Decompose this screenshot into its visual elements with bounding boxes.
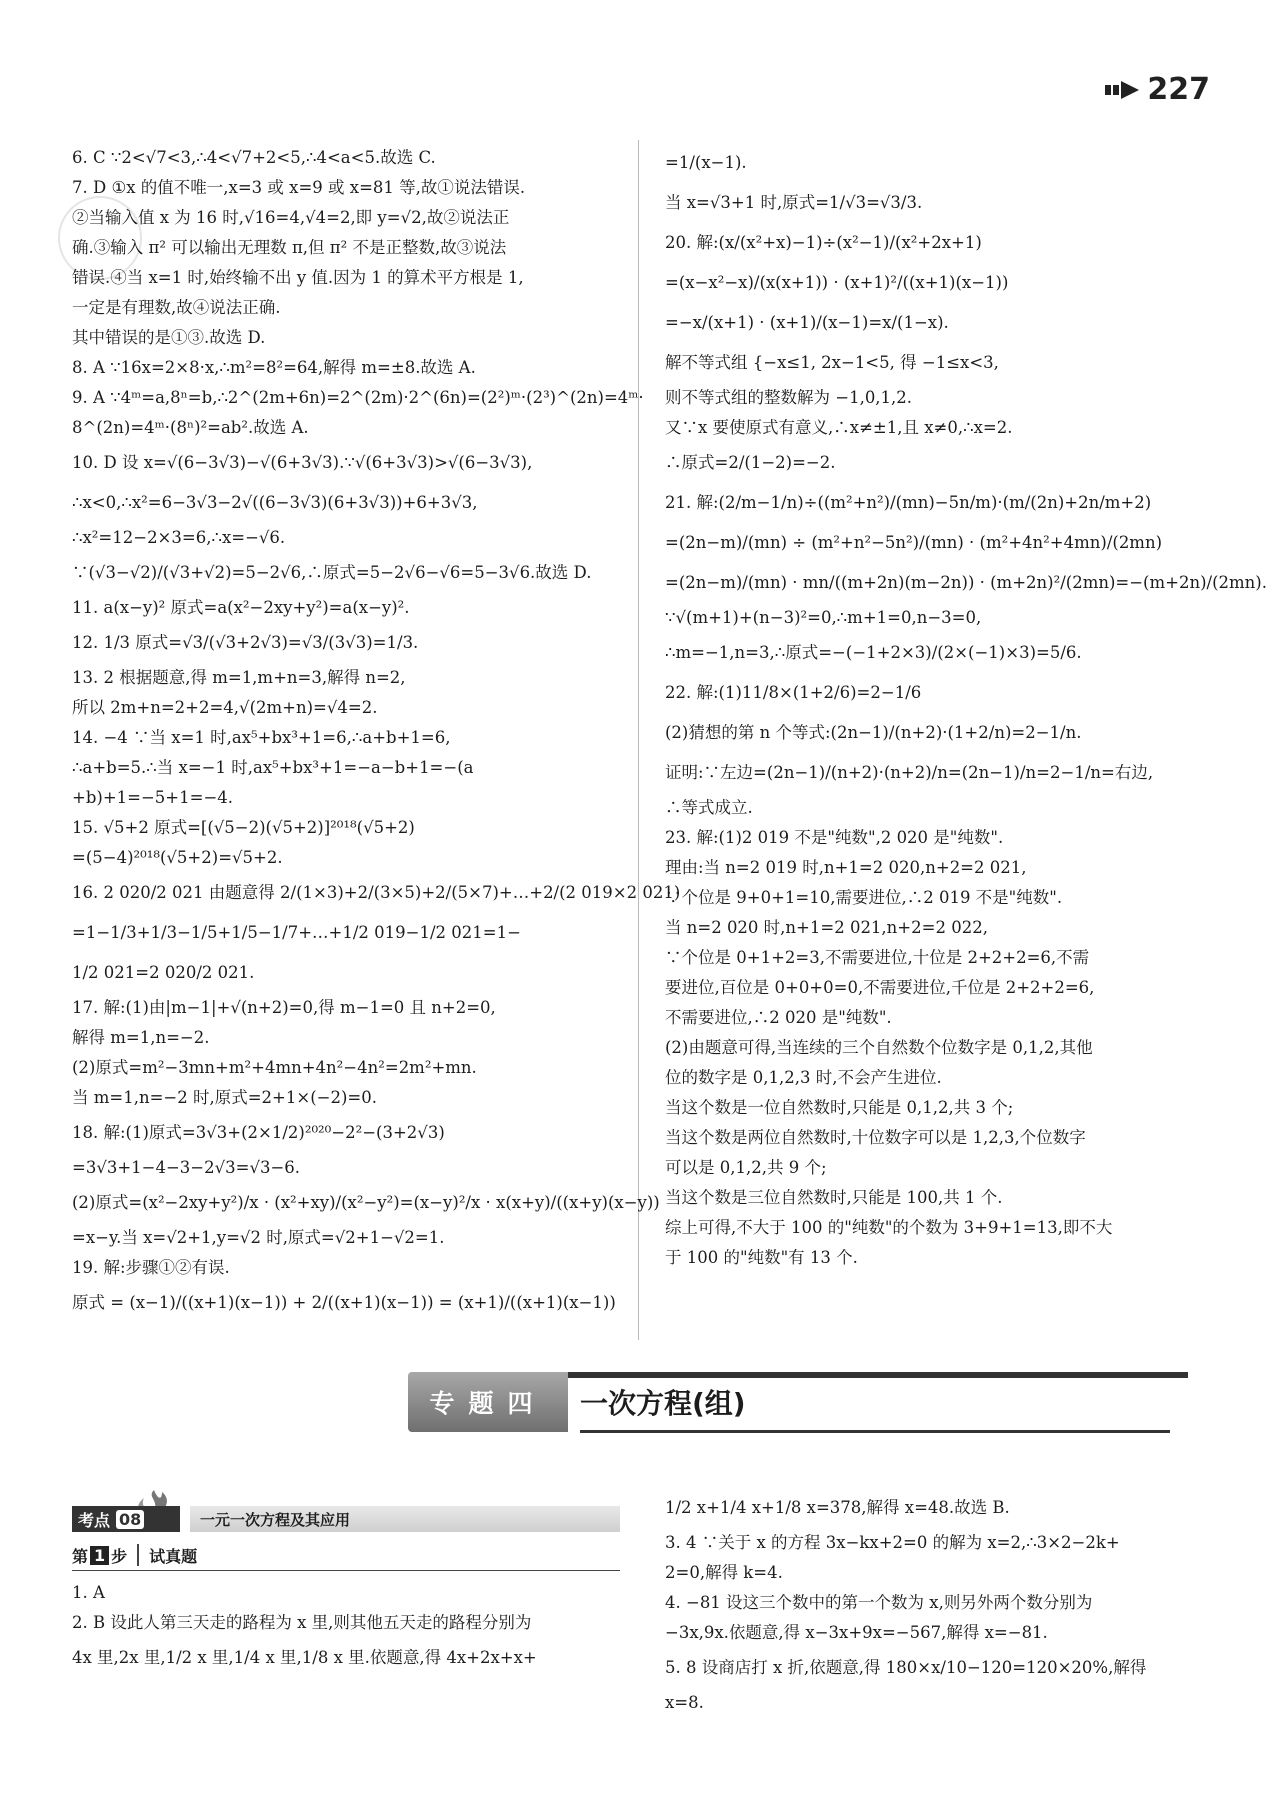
text-line: 18. 解:(1)原式=3√3+(2×1/2)²⁰²⁰−2²−(3+2√3) — [72, 1123, 445, 1142]
text-line: =(5−4)²⁰¹⁸(√5+2)=√5+2. — [72, 848, 283, 867]
text-line: 要进位,百位是 0+0+0=0,不需要进位,千位是 2+2+2=6, — [665, 978, 1095, 997]
text-line: 1. A — [72, 1583, 105, 1602]
text-line: −3x,9x.依题意,得 x−3x+9x=−567,解得 x=−81. — [665, 1623, 1048, 1642]
step-header — [72, 1540, 620, 1571]
text-line: 原式 = (x−1)/((x+1)(x−1)) + 2/((x+1)(x−1)) = (x+1)/((x+1)(x−1)) — [72, 1293, 616, 1312]
kaodian-number: 08 — [116, 1510, 144, 1529]
banner-label: 专题四 — [408, 1372, 568, 1432]
text-line: =1−1/3+1/3−1/5+1/5−1/7+…+1/2 019−1/2 021=1− — [72, 923, 521, 942]
text-line: ∴原式=2/(1−2)=−2. — [665, 453, 836, 472]
text-line: =(2n−m)/(mn) · mn/((m+2n)(m−2n)) · (m+2n)²/(2mn)=−(m+2n)/(2mn). — [665, 573, 1267, 592]
text-line: 9. A ∵4ᵐ=a,8ⁿ=b,∴2^(2m+6n)=2^(2m)·2^(6n)=(2²)ᵐ·(2³)^(2n)=4ᵐ· — [72, 388, 644, 407]
text-line: =(2n−m)/(mn) ÷ (m²+n²−5n²)/(mn) · (m²+4n²+4mn)/(2mn) — [665, 533, 1163, 552]
text-line: 11. a(x−y)² 原式=a(x²−2xy+y²)=a(x−y)². — [72, 598, 410, 617]
text-line: 综上可得,不大于 100 的"纯数"的个数为 3+9+1=13,即不大 — [665, 1218, 1113, 1237]
right-column — [665, 143, 1267, 1273]
text-line: 当这个数是两位自然数时,十位数字可以是 1,2,3,个位数字 — [665, 1128, 1086, 1147]
text-line: ∴a+b=5.∴当 x=−1 时,ax⁵+bx³+1=−a−b+1=−(a — [72, 758, 474, 777]
text-line: 理由:当 n=2 019 时,n+1=2 020,n+2=2 021, — [665, 858, 1027, 877]
kaodian-tag-text: 考点 — [78, 1510, 111, 1530]
text-line: 证明:∵左边=(2n−1)/(n+2)·(n+2)/n=(2n−1)/n=2−1/n=右边, — [665, 763, 1154, 782]
text-line: 于 100 的"纯数"有 13 个. — [665, 1248, 858, 1267]
text-line: ∴等式成立. — [665, 798, 753, 817]
text-line: 当 n=2 020 时,n+1=2 021,n+2=2 022, — [665, 918, 988, 937]
text-line: (2)由题意可得,当连续的三个自然数个位数字是 0,1,2,其他 — [665, 1038, 1093, 1057]
kaodian-title: 一元一次方程及其应用 — [190, 1506, 620, 1532]
text-line: 可以是 0,1,2,共 9 个; — [665, 1158, 827, 1177]
text-line: 7. D ①x 的值不唯一,x=3 或 x=9 或 x=81 等,故①说法错误. — [72, 178, 526, 197]
text-line: 3. 4 ∵关于 x 的方程 3x−kx+2=0 的解为 x=2,∴3×2−2k+ — [665, 1533, 1120, 1552]
text-line: 当这个数是一位自然数时,只能是 0,1,2,共 3 个; — [665, 1098, 1014, 1117]
page-number-text: 227 — [1147, 72, 1210, 107]
text-line: 4. −81 设这三个数中的第一个数为 x,则另外两个数分别为 — [665, 1593, 1093, 1612]
banner-title: 一次方程(组) — [580, 1387, 746, 1420]
text-line: 1/2 021=2 020/2 021. — [72, 963, 255, 982]
step-separator — [137, 1544, 139, 1566]
text-line: x=8. — [665, 1693, 704, 1712]
text-line: 1/2 x+1/4 x+1/8 x=378,解得 x=48.故选 B. — [665, 1498, 1010, 1517]
text-line: ∴x<0,∴x²=6−3√3−2√((6−3√3)(6+3√3))+6+3√3, — [72, 493, 478, 512]
text-line: ②当输入值 x 为 16 时,√16=4,√4=2,即 y=√2,故②说法正 — [72, 208, 510, 227]
text-line: 13. 2 根据题意,得 m=1,m+n=3,解得 n=2, — [72, 668, 406, 687]
text-line: ∵个位是 0+1+2=3,不需要进位,十位是 2+2+2=6,不需 — [665, 948, 1090, 967]
step-suffix: 步 — [111, 1546, 128, 1566]
text-line: 17. 解:(1)由|m−1|+√(n+2)=0,得 m−1=0 且 n+2=0, — [72, 998, 496, 1017]
text-line: 8^(2n)=4ᵐ·(8ⁿ)²=ab².故选 A. — [72, 418, 309, 437]
column-divider — [638, 140, 639, 1340]
text-line: 19. 解:步骤①②有误. — [72, 1258, 230, 1277]
text-line: 2. B 设此人第三天走的路程为 x 里,则其他五天走的路程分别为 — [72, 1613, 532, 1632]
text-line: +b)+1=−5+1=−4. — [72, 788, 234, 807]
text-line: =−x/(x+1) · (x+1)/(x−1)=x/(1−x). — [665, 313, 949, 332]
text-line: 不需要进位,∴2 020 是"纯数". — [665, 1008, 892, 1027]
text-line: 12. 1/3 原式=√3/(√3+2√3)=√3/(3√3)=1/3. — [72, 633, 419, 652]
text-line: (2)原式=m²−3mn+m²+4mn+4n²−4n²=2m²+mn. — [72, 1058, 477, 1077]
text-line: (2)原式=(x²−2xy+y²)/x · (x²+xy)/(x²−y²)=(x−y)²/x · x(x+y)/((x+y)(x−y)) — [72, 1193, 660, 1212]
text-line: ∴x²=12−2×3=6,∴x=−√6. — [72, 528, 286, 547]
text-line: 2=0,解得 k=4. — [665, 1563, 783, 1582]
text-line: 又∵x 要使原式有意义,∴x≠±1,且 x≠0,∴x=2. — [665, 418, 1013, 437]
text-line: 8. A ∵16x=2×8·x,∴m²=8²=64,解得 m=±8.故选 A. — [72, 358, 476, 377]
bottom-left-column — [72, 1578, 620, 1678]
bottom-right-column — [665, 1488, 1195, 1718]
text-line: =(x−x²−x)/(x(x+1)) · (x+1)²/((x+1)(x−1)) — [665, 273, 1009, 292]
step-prefix: 第 — [72, 1546, 89, 1566]
text-line: 错误.④当 x=1 时,始终输不出 y 值.因为 1 的算术平方根是 1, — [72, 268, 524, 287]
text-line: 解得 m=1,n=−2. — [72, 1028, 210, 1047]
text-line: 当 x=√3+1 时,原式=1/√3=√3/3. — [665, 193, 923, 212]
text-line: 15. √5+2 原式=[(√5−2)(√5+2)]²⁰¹⁸(√5+2) — [72, 818, 415, 837]
topic-banner — [408, 1372, 808, 1432]
text-line: ∵个位是 9+0+1=10,需要进位,∴2 019 不是"纯数". — [665, 888, 1063, 907]
text-line: 22. 解:(1)11/8×(1+2/6)=2−1/6 — [665, 683, 922, 702]
text-line: =1/(x−1). — [665, 153, 747, 172]
text-line: ∴m=−1,n=3,∴原式=−(−1+2×3)/(2×(−1)×3)=5/6. — [665, 643, 1082, 662]
text-line: =x−y.当 x=√2+1,y=√2 时,原式=√2+1−√2=1. — [72, 1228, 445, 1247]
text-line: 一定是有理数,故④说法正确. — [72, 298, 281, 317]
text-line: 20. 解:(x/(x²+x)−1)÷(x²−1)/(x²+2x+1) — [665, 233, 982, 252]
text-line: 其中错误的是①③.故选 D. — [72, 328, 266, 347]
step-number: 1 — [90, 1546, 109, 1565]
text-line: 则不等式组的整数解为 −1,0,1,2. — [665, 388, 913, 407]
text-line: 23. 解:(1)2 019 不是"纯数",2 020 是"纯数". — [665, 828, 1004, 847]
kaodian-tag — [72, 1506, 180, 1532]
text-line: 5. 8 设商店打 x 折,依题意,得 180×x/10−120=120×20%,解得 — [665, 1658, 1147, 1677]
arrow-right-icon — [1105, 77, 1141, 103]
text-line: 4x 里,2x 里,1/2 x 里,1/4 x 里,1/8 x 里.依题意,得 4x+2x+x+ — [72, 1648, 537, 1667]
text-line: 解不等式组 {−x≤1, 2x−1<5, 得 −1≤x<3, — [665, 353, 999, 372]
text-line: ∵√(m+1)+(n−3)²=0,∴m+1=0,n−3=0, — [665, 608, 982, 627]
text-line: (2)猜想的第 n 个等式:(2n−1)/(n+2)·(1+2/n)=2−1/n. — [665, 723, 1082, 742]
text-line: =3√3+1−4−3−2√3=√3−6. — [72, 1158, 301, 1177]
step-title: 试真题 — [149, 1546, 198, 1566]
text-line: 确.③输入 π² 可以输出无理数 π,但 π² 不是正整数,故③说法 — [72, 238, 507, 257]
left-column — [72, 143, 681, 1323]
text-line: 当这个数是三位自然数时,只能是 100,共 1 个. — [665, 1188, 1003, 1207]
banner-bottom-rule — [580, 1430, 1170, 1433]
kaodian-header — [72, 1500, 620, 1532]
text-line: 当 m=1,n=−2 时,原式=2+1×(−2)=0. — [72, 1088, 377, 1107]
text-line: 位的数字是 0,1,2,3 时,不会产生进位. — [665, 1068, 942, 1087]
text-line: 16. 2 020/2 021 由题意得 2/(1×3)+2/(3×5)+2/(5×7)+…+2/(2 019×2 021) — [72, 883, 681, 902]
text-line: ∵(√3−√2)/(√3+√2)=5−2√6,∴原式=5−2√6−√6=5−3√6.故选 D. — [72, 563, 592, 582]
text-line: 所以 2m+n=2+2=4,√(2m+n)=√4=2. — [72, 698, 378, 717]
text-line: 10. D 设 x=√(6−3√3)−√(6+3√3).∵√(6+3√3)>√(6−3√3), — [72, 453, 533, 472]
text-line: 21. 解:(2/m−1/n)÷((m²+n²)/(mn)−5n/m)·(m/(2n)+2n/m+2) — [665, 493, 1152, 512]
page-number — [1105, 72, 1210, 107]
text-line: 14. −4 ∵当 x=1 时,ax⁵+bx³+1=6,∴a+b+1=6, — [72, 728, 451, 747]
text-line: 6. C ∵2<√7<3,∴4<√7+2<5,∴4<a<5.故选 C. — [72, 148, 436, 167]
